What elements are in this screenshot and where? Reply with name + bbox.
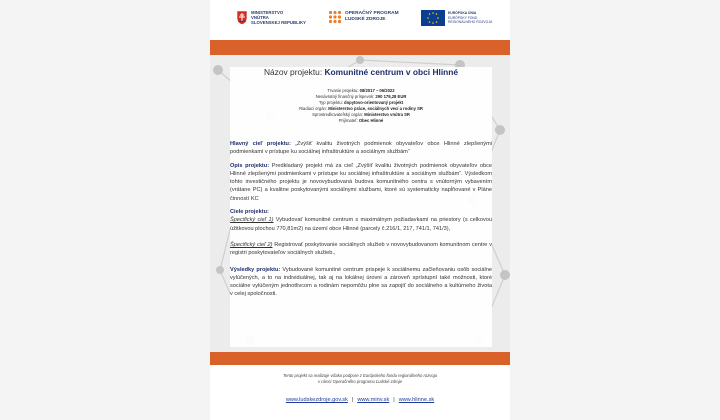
meta-label: Nenávratný finančný príspevok:	[315, 94, 375, 100]
main-goal-paragraph	[230, 140, 492, 157]
program-logo-line-1: OPERAČNÝ PROGRAM	[345, 11, 399, 16]
project-title	[230, 67, 492, 77]
description-label: Opis projektu:	[230, 162, 270, 169]
description-paragraph	[230, 162, 492, 203]
link-separator: |	[393, 397, 395, 403]
objective-2-text: Registrovať poskytovanie sociálnych služieb v novovybudovanom komunitnom centre v registri poskytovateľov sociálnych služieb.,	[230, 241, 492, 257]
results-paragraph	[230, 266, 492, 299]
eu-logo-line-2: EURÓPSKY FOND	[448, 15, 478, 20]
meta-label: Sprostredkovateľský orgán:	[312, 112, 364, 118]
link-ludskezdroje[interactable]: www.ludskezdroje.gov.sk	[285, 397, 348, 403]
meta-value: Obec Hlinné	[358, 118, 384, 124]
link-separator: |	[351, 397, 354, 403]
meta-row	[230, 118, 492, 124]
title-prefix: Názov projektu:	[263, 67, 323, 77]
funding-note	[210, 373, 510, 385]
description-text: Predkladaný projekt má za cieľ „Zvýšiť kvalitu životných podmienok obyvateľov obce Hlinné zlepšenými podmienkami v prístupe ku sociálnej infraštruktúre a sociálnym službám“. Výsledkom tohto investičného projektu je novovybudovaná budova komunitného centra s vnútorným vybavením (vrátane PC) a kvalitne poskytovanými sociálnymi službami, ktoré sú systematicky napĺňované v Pláne činností KC	[230, 162, 493, 202]
meta-value: 08/2017 – 06/2022	[359, 88, 395, 93]
funding-note-line-1: Tento projekt sa realizuje vďaka podpore z Európskeho fondu regionálneho rozvoja	[282, 373, 437, 378]
objective-1-label: Špecifický cieľ 1)	[230, 217, 274, 224]
main-goal-label: Hlavný cieľ projektu:	[230, 141, 291, 147]
meta-label: Typ projektu:	[318, 100, 343, 106]
meta-value: Ministerstvo práce, sociálnych vecí a rodiny SR	[328, 106, 423, 112]
meta-value: 290 179,28 EUR	[375, 94, 407, 100]
eu-logo-line-1: EURÓPSKA ÚNIA	[448, 11, 477, 16]
coat-of-arms-icon	[236, 10, 248, 25]
dots-icon	[328, 10, 342, 24]
poster	[210, 0, 510, 420]
ministry-logo	[236, 10, 306, 25]
main-goal-text: „Zvýšiť kvalitu životných podmienok obyvateľov obce Hlinné zlepšenými podmienkami v prístupe ku sociálnej infraštruktúre a sociálnym službám“	[230, 141, 492, 156]
ministry-logo-line-2: VNÚTRA	[251, 15, 269, 20]
meta-label: Trvanie projektu:	[327, 88, 359, 93]
objective-2-paragraph	[230, 241, 492, 258]
meta-label: Riadiaci orgán:	[299, 106, 328, 112]
content-panel	[230, 67, 492, 347]
footer-links	[210, 397, 510, 403]
left-margin	[0, 0, 210, 420]
ministry-logo-line-3: SLOVENSKEJ REPUBLIKY	[251, 20, 306, 25]
link-hlinne[interactable]: www.hlinne.sk	[398, 397, 435, 403]
eu-logo	[421, 10, 492, 26]
eu-logo-line-3: REGIONÁLNEHO ROZVOJA	[448, 20, 493, 25]
objective-1-text: Vybudovať komunitné centrum s maximálnym požiadavkami na priestory (s celkovou úžitkovou plochou 770,81m2) na území obce Hlinné (parcely č.216/1, 217, 741/1, 741/3),	[230, 217, 492, 232]
program-logo	[328, 10, 399, 24]
title-name: Komunitné centrum v obci Hlinné	[324, 67, 459, 77]
meta-label: Prijímateľ:	[338, 118, 358, 124]
eu-flag-icon	[421, 10, 445, 26]
logo-bar	[210, 0, 510, 40]
objectives-label: Ciele projektu:	[230, 209, 269, 216]
bottom-orange-band	[210, 352, 510, 365]
right-margin	[510, 0, 720, 420]
program-logo-line-2: ĽUDSKÉ ZDROJE	[345, 17, 386, 22]
objectives-paragraph	[230, 208, 492, 233]
objective-2-label: Špecifický cieľ 2)	[230, 241, 273, 248]
project-body	[230, 140, 492, 304]
ministry-logo-line-1: MINISTERSTVO	[251, 10, 284, 15]
results-label: Výsledky projektu:	[230, 266, 281, 273]
funding-note-line-2: v rámci Operačného programu Ľudské zdroje	[317, 379, 403, 384]
results-text: Vybudované komunitné centrum prispeje k sociálnemu začleňovaniu osôb sociálne vylúčených, a to na individuálnej, tak aj na lokálnej úrovni a zároveň sprístupní také možnosti, ktoré sociálne vylúčeným jednotlivcom a rodinám nepomôžu plne sa zapojiť do sociálneho a kultúrneho života v celej spoločnosti.	[230, 266, 492, 298]
project-meta	[230, 88, 492, 125]
meta-value: dopytovo-orientovaný projekt	[344, 100, 404, 106]
link-minv[interactable]: www.minv.sk	[357, 397, 390, 403]
top-orange-band	[210, 40, 510, 55]
meta-value: Ministerstvo vnútra SR	[364, 112, 410, 118]
